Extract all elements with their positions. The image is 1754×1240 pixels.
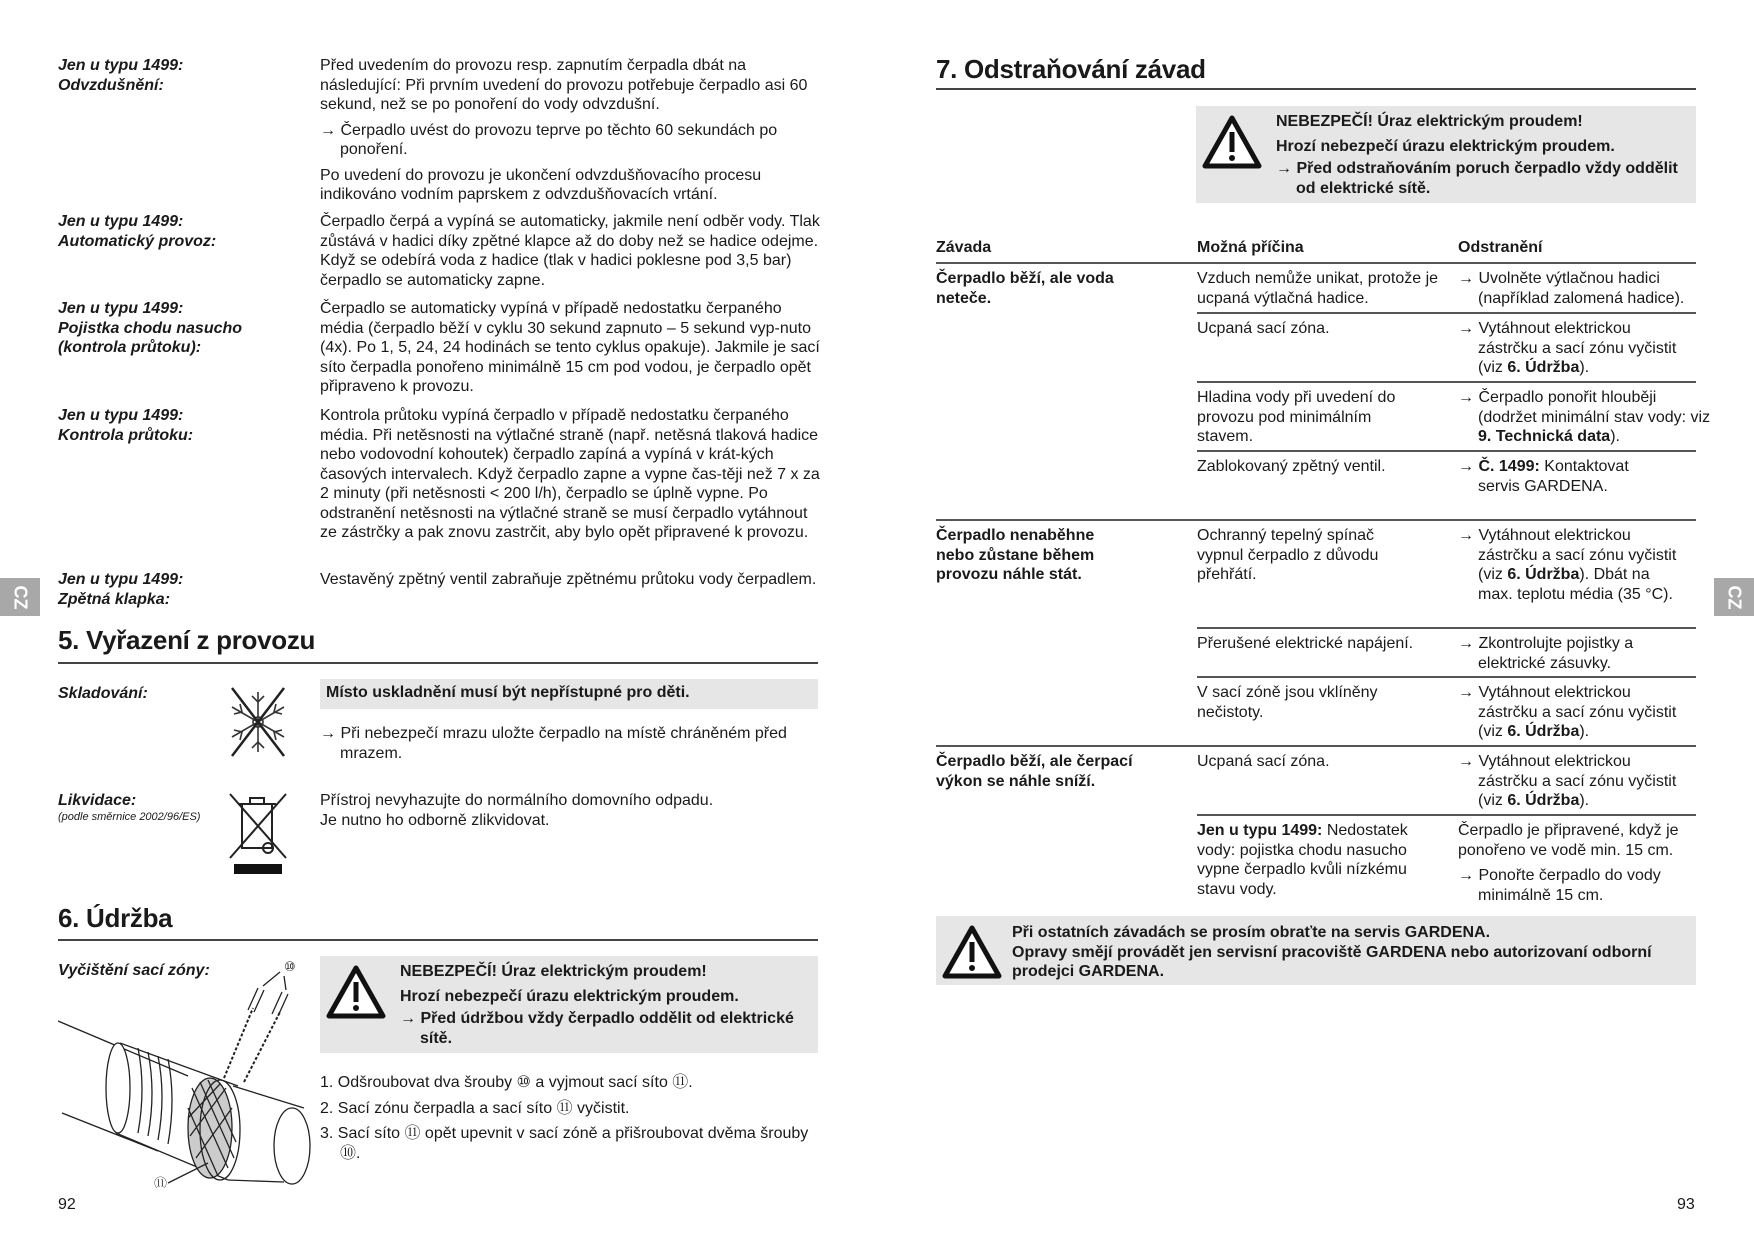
entry-body: [320, 56, 820, 211]
cause-cell: Vzduch nemůže unikat, protože je ucpaná výtlačná hadice.: [1197, 270, 1439, 307]
table-divider: [936, 519, 1696, 521]
cause-cell: [1197, 821, 1442, 899]
remedy-reference: 6. Údržba: [1507, 792, 1580, 809]
section-rule: [936, 88, 1696, 90]
pump-suction-zone-illustration: [58, 958, 318, 1188]
entry-body: [320, 406, 820, 549]
section-title: 7. Odstraňování závad: [936, 54, 1206, 84]
remedy-text: → Čerpadlo ponořit hlouběji (dodržet minimální stav vody: viz: [1458, 389, 1711, 426]
step-item: 2. Sací zónu čerpadla a sací síto ⑪ vyčistit.: [320, 1099, 630, 1117]
column-header-remedy: Odstranění: [1458, 239, 1543, 256]
warning-triangle-icon: [1202, 114, 1262, 170]
cause-cell: Ochranný tepelný spínač vypnul čerpadlo z důvodu přehřátí.: [1197, 527, 1379, 583]
cause-cell: V sací zóně jsou vklíněny nečistoty.: [1197, 684, 1378, 721]
label-line: Jen u typu 1499:: [58, 300, 184, 317]
cause-cell: Ucpaná sací zóna.: [1197, 753, 1330, 770]
no-frost-icon: [228, 686, 288, 758]
service-notice-line: Opravy smějí provádět jen servisní pracoviště GARDENA nebo autorizovaní odborní prodejci GARDENA.: [1012, 943, 1652, 980]
remedy-text: →: [1458, 458, 1479, 475]
remedy-text: ).: [1579, 359, 1590, 376]
storage-notice: Místo uskladnění musí být nepřístupné pro děti.: [326, 684, 690, 701]
remedy-reference: 6. Údržba: [1507, 359, 1580, 376]
warning-text: [400, 959, 810, 1048]
page-number: 93: [1677, 1196, 1695, 1213]
warning-line: Hrozí nebezpečí úrazu elektrickým proudem.: [1276, 138, 1615, 155]
table-divider: [1197, 312, 1696, 314]
cause-cell: Ucpaná sací zóna.: [1197, 320, 1330, 337]
warning-title: NEBEZPEČÍ! Úraz elektrickým proudem!: [400, 963, 707, 980]
storage-instruction: → Při nebezpečí mrazu uložte čerpadlo na místě chráněném před mrazem.: [320, 725, 787, 762]
remedy-cell: [1458, 269, 1716, 308]
service-notice-box: [936, 916, 1696, 985]
weee-bin-icon: [228, 792, 288, 876]
entry-label: [58, 570, 298, 609]
entry-label: [58, 212, 298, 251]
section-title: 5. Vyřazení z provozu: [58, 625, 316, 655]
remedy-text: → Vytáhnout elektrickou zástrčku a sací zónu vyčistit (viz: [1458, 753, 1677, 809]
paragraph: Kontrola průtoku vypíná čerpadlo v případě nedostatku čerpaného média. Při netěsnosti na výtlačné straně (např. netěsná tlaková hadice nebo vodovodní kohoutek) čerpadlo zapíná a vypíná v krát-kých časových intervalech. Když čerpadlo zapne a vypne čas-těji než 7 x za 2 minuty (při netěsnosti < 200 l/h), čerpadlo se úplně vypne. Po odstranění netěsnosti na výtlačné straně se musí čerpadlo vytáhnout ze zástrčky a pak znovu zastrčit, aby bylo opět připravené k provozu.: [320, 407, 820, 541]
cause-label: Jen u typu 1499:: [1197, 822, 1323, 839]
step-item: 1. Odšroubovat dva šrouby ⑩ a vyjmout sací síto ⑪.: [320, 1074, 693, 1091]
paragraph: Po uvedení do provozu je ukončení odvzdušňovacího procesu indikováno vodním paprskem z odvzdušňovacích vrtání.: [320, 166, 762, 203]
remedy-text: → Uvolněte výtlačnou hadici (například zalomená hadice).: [1458, 270, 1685, 307]
table-divider: [936, 745, 1696, 747]
label-line: Zpětná klapka:: [58, 590, 171, 608]
section-rule: [58, 939, 818, 941]
disposal-line: Přístroj nevyhazujte do normálního domovního odpadu.: [320, 792, 714, 809]
cause-text: Nedostatek vody: pojistka chodu nasucho vypne čerpadlo kvůli nízkému stavu vody.: [1197, 822, 1408, 898]
remedy-cell: [1458, 526, 1678, 604]
label-line: Kontrola průtoku:: [58, 426, 194, 444]
section-title: 6. Údržba: [58, 903, 173, 933]
remedy-text: → Vytáhnout elektrickou zástrčku a sací zónu vyčistit (viz: [1458, 320, 1677, 376]
remedy-reference: 6. Údržba: [1507, 566, 1580, 583]
label-line: Jen u typu 1499:: [58, 57, 184, 74]
paragraph: Čerpadlo se automaticky vypíná v případě nedostatku čerpaného média (čerpadlo běží v cyklu 30 sekund zapnuto – 5 sekund vyp-nuto (4x). Po 1, 5, 24, 24 hodinách se tento cyklus opakuje). Jakmile je sací síto čerpadla ponořeno minimálně 15 cm pod vodou, je čerpadlo opět připraveno k provozu.: [320, 300, 820, 395]
remedy-cell: [1458, 752, 1678, 811]
warning-triangle-icon: [326, 964, 386, 1020]
label-line: Odvzdušnění:: [58, 76, 164, 94]
storage-notice-box: [320, 679, 818, 709]
paragraph: Vestavěný zpětný ventil zabraňuje zpětnému průtoku vody čerpadlem.: [320, 571, 817, 588]
fault-cell: Čerpadlo běží, ale voda neteče.: [936, 270, 1114, 307]
remedy-cell: [1458, 319, 1678, 378]
remedy-reference: Č. 1499:: [1478, 458, 1540, 475]
table-divider: [1197, 627, 1696, 629]
warning-line: Hrozí nebezpečí úrazu elektrickým proudem.: [400, 988, 739, 1005]
warning-triangle-icon: [940, 924, 1004, 980]
instruction: → Čerpadlo uvést do provozu teprve po těchto 60 sekundách po ponoření.: [320, 121, 778, 158]
entry-body: [320, 212, 820, 296]
entry-label: [58, 406, 298, 445]
maintenance-steps: [320, 1073, 818, 1169]
callout-11: ⑪: [154, 1177, 168, 1188]
entry-body: [320, 570, 820, 596]
label-line: Jen u typu 1499:: [58, 571, 184, 588]
remedy-text: → Vytáhnout elektrickou zástrčku a sací zónu vyčistit (viz: [1458, 527, 1677, 583]
remedy-reference: 9. Technická data: [1478, 428, 1611, 445]
cleaning-label: Vyčištění sací zóny:: [58, 962, 210, 979]
label-line: (kontrola průtoku):: [58, 339, 202, 356]
entry-label: [58, 299, 308, 358]
language-tab-label: CZ: [10, 585, 31, 609]
storage-label: Skladování:: [58, 685, 148, 702]
disposal-text: [320, 791, 818, 830]
warning-text: [1276, 109, 1686, 198]
cause-cell: Hladina vody při uvedení do provozu pod minimálním stavem.: [1197, 389, 1396, 445]
cause-cell: Zablokovaný zpětný ventil.: [1197, 458, 1386, 475]
table-divider: [936, 262, 1696, 264]
remedy-text: ).: [1579, 792, 1590, 809]
column-header-cause: Možná příčina: [1197, 239, 1304, 256]
language-tab: [0, 578, 40, 616]
warning-action: → Před údržbou vždy čerpadlo oddělit od elektrické sítě.: [400, 1010, 794, 1047]
table-divider: [1197, 676, 1696, 678]
warning-action: → Před odstraňováním poruch čerpadlo vždy oddělit od elektrické sítě.: [1276, 160, 1678, 197]
warning-title: NEBEZPEČÍ! Úraz elektrickým proudem!: [1276, 113, 1583, 130]
remedy-text: → Ponořte čerpadlo do vody minimálně 15 cm.: [1458, 867, 1661, 904]
electric-shock-warning-box: [320, 956, 818, 1053]
column-header-fault: Závada: [936, 239, 992, 256]
service-notice-text: [1012, 923, 1652, 982]
remedy-reference: 6. Údržba: [1507, 723, 1580, 740]
cause-cell: Přerušené elektrické napájení.: [1197, 635, 1414, 652]
table-divider: [1197, 381, 1696, 383]
remedy-text: ).: [1579, 723, 1590, 740]
electric-shock-warning-box: [1196, 106, 1696, 203]
label-line: Pojistka chodu nasucho: [58, 319, 243, 337]
page-number: 92: [58, 1196, 76, 1213]
remedy-cell: [1458, 634, 1678, 673]
disposal-line: Je nutno ho odborně zlikvidovat.: [320, 811, 550, 829]
disposal-sublabel: (podle směrnice 2002/96/ES): [58, 811, 201, 823]
disposal-label: Likvidace:: [58, 792, 137, 809]
label-line: Jen u typu 1499:: [58, 407, 184, 424]
entry-body: [320, 299, 820, 403]
table-divider: [1197, 814, 1696, 816]
service-notice-line: Při ostatních závadách se prosím obraťte na servis GARDENA.: [1012, 924, 1491, 941]
remedy-cell: [1458, 683, 1678, 742]
remedy-cell: [1458, 388, 1716, 447]
remedy-text: Kontaktovat servis GARDENA.: [1478, 458, 1629, 495]
section-rule: [58, 662, 818, 664]
fault-cell: Čerpadlo nenaběhne nebo zůstane během provozu náhle stát.: [936, 527, 1095, 583]
label-line: Jen u typu 1499:: [58, 213, 184, 230]
table-divider: [1197, 450, 1696, 452]
remedy-text: Čerpadlo je připravené, když je ponořeno ve vodě min. 15 cm.: [1458, 822, 1679, 859]
remedy-text: ).: [1610, 428, 1620, 445]
language-tab: [1714, 578, 1754, 616]
language-tab-label: CZ: [1724, 585, 1745, 609]
paragraph: Před uvedením do provozu resp. zapnutím čerpadla dbát na následující: Při prvním uvedení do provozu potřebuje čerpadlo asi 60 sekund, než se po ponoření do vody odvzdušní.: [320, 57, 808, 113]
remedy-text: → Vytáhnout elektrickou zástrčku a sací zónu vyčistit (viz: [1458, 684, 1677, 740]
remedy-cell: [1458, 821, 1698, 911]
label-line: Automatický provoz:: [58, 232, 217, 250]
remedy-text: ). Dbát na max. teplotu média (35 °C).: [1478, 566, 1673, 603]
step-item: 3. Sací síto ⑪ opět upevnit v sací zóně a přišroubovat dvěma šrouby ⑩.: [320, 1125, 809, 1162]
remedy-cell: [1458, 457, 1658, 496]
fault-cell: Čerpadlo běží, ale čerpací výkon se náhle sníží.: [936, 753, 1133, 790]
paragraph: Čerpadlo čerpá a vypíná se automaticky, jakmile není odběr vody. Tlak zůstává v hadici díky zpětné klapce až do doby než se hadice odejme. Když se odebírá voda z hadice (tlak v hadici poklesne pod 3,5 bar) čerpadlo se automaticky zapne.: [320, 213, 820, 289]
remedy-text: → Zkontrolujte pojistky a elektrické zásuvky.: [1458, 635, 1634, 672]
entry-label: [58, 56, 298, 95]
callout-10: ⑩: [284, 960, 296, 975]
